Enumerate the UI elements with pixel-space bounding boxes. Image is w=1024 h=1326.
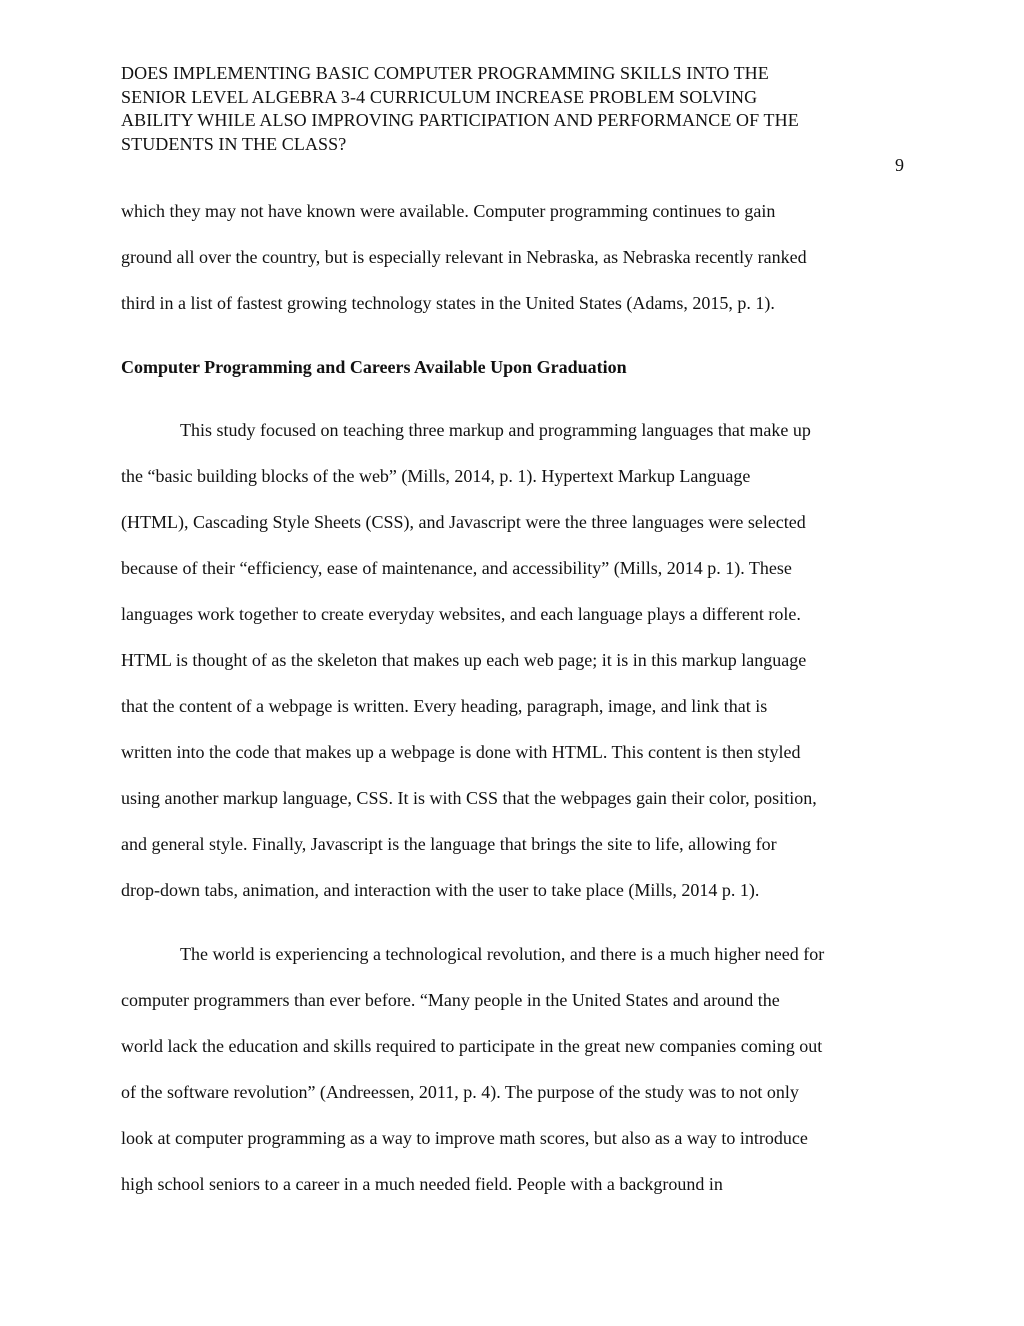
running-head-line: ABILITY WHILE ALSO IMPROVING PARTICIPATION AND PERFORMANCE OF THE	[121, 110, 799, 130]
text-line: computer programmers than ever before. “Many people in the United States and around the	[121, 990, 780, 1010]
text-line: The world is experiencing a technological revolution, and there is a much higher need for	[180, 944, 825, 964]
page-number: 9	[895, 155, 904, 175]
text-line: high school seniors to a career in a much needed field. People with a background in	[121, 1174, 723, 1194]
text-line: third in a list of fastest growing technology states in the United States (Adams, 2015, p. 1).	[121, 293, 775, 313]
running-head-line: SENIOR LEVEL ALGEBRA 3-4 CURRICULUM INCREASE PROBLEM SOLVING	[121, 86, 758, 107]
text-line: the “basic building blocks of the web” (Mills, 2014, p. 1). Hypertext Markup Language	[121, 466, 751, 486]
running-head-line: STUDENTS IN THE CLASS?	[121, 133, 347, 154]
running-head-line: DOES IMPLEMENTING BASIC COMPUTER PROGRAMMING SKILLS INTO THE	[121, 63, 769, 83]
paragraph-languages	[121, 407, 911, 913]
text-line: (HTML), Cascading Style Sheets (CSS), and Javascript were the three languages were selected	[121, 512, 806, 532]
text-line: and general style. Finally, Javascript is the language that brings the site to life, allowing for	[121, 834, 777, 854]
intro-paragraph	[121, 188, 911, 326]
text-line: look at computer programming as a way to improve math scores, but also as a way to introduce	[121, 1128, 808, 1148]
text-line: using another markup language, CSS. It is with CSS that the webpages gain their color, position,	[121, 788, 817, 808]
text-line: that the content of a webpage is written. Every heading, paragraph, image, and link that is	[121, 696, 768, 716]
text-line: languages work together to create everyday websites, and each language plays a different role.	[121, 604, 801, 624]
text-line: because of their “efficiency, ease of maintenance, and accessibility” (Mills, 2014 p. 1). These	[121, 558, 792, 578]
text-line: of the software revolution” (Andreessen, 2011, p. 4). The purpose of the study was to not only	[121, 1082, 799, 1102]
text-line: This study focused on teaching three markup and programming languages that make up	[180, 420, 811, 440]
paragraph-revolution	[121, 931, 911, 1207]
text-line: which they may not have known were available. Computer programming continues to gain	[121, 201, 776, 221]
text-line: drop-down tabs, animation, and interaction with the user to take place (Mills, 2014 p. 1).	[121, 880, 760, 900]
running-head	[121, 62, 891, 156]
text-line: ground all over the country, but is especially relevant in Nebraska, as Nebraska recently ranked	[121, 247, 807, 267]
text-line: world lack the education and skills required to participate in the great new companies coming out	[121, 1036, 823, 1056]
text-line: HTML is thought of as the skeleton that makes up each web page; it is in this markup language	[121, 650, 807, 670]
text-line: written into the code that makes up a webpage is done with HTML. This content is then styled	[121, 742, 801, 762]
section-heading: Computer Programming and Careers Available Upon Graduation	[121, 357, 627, 377]
